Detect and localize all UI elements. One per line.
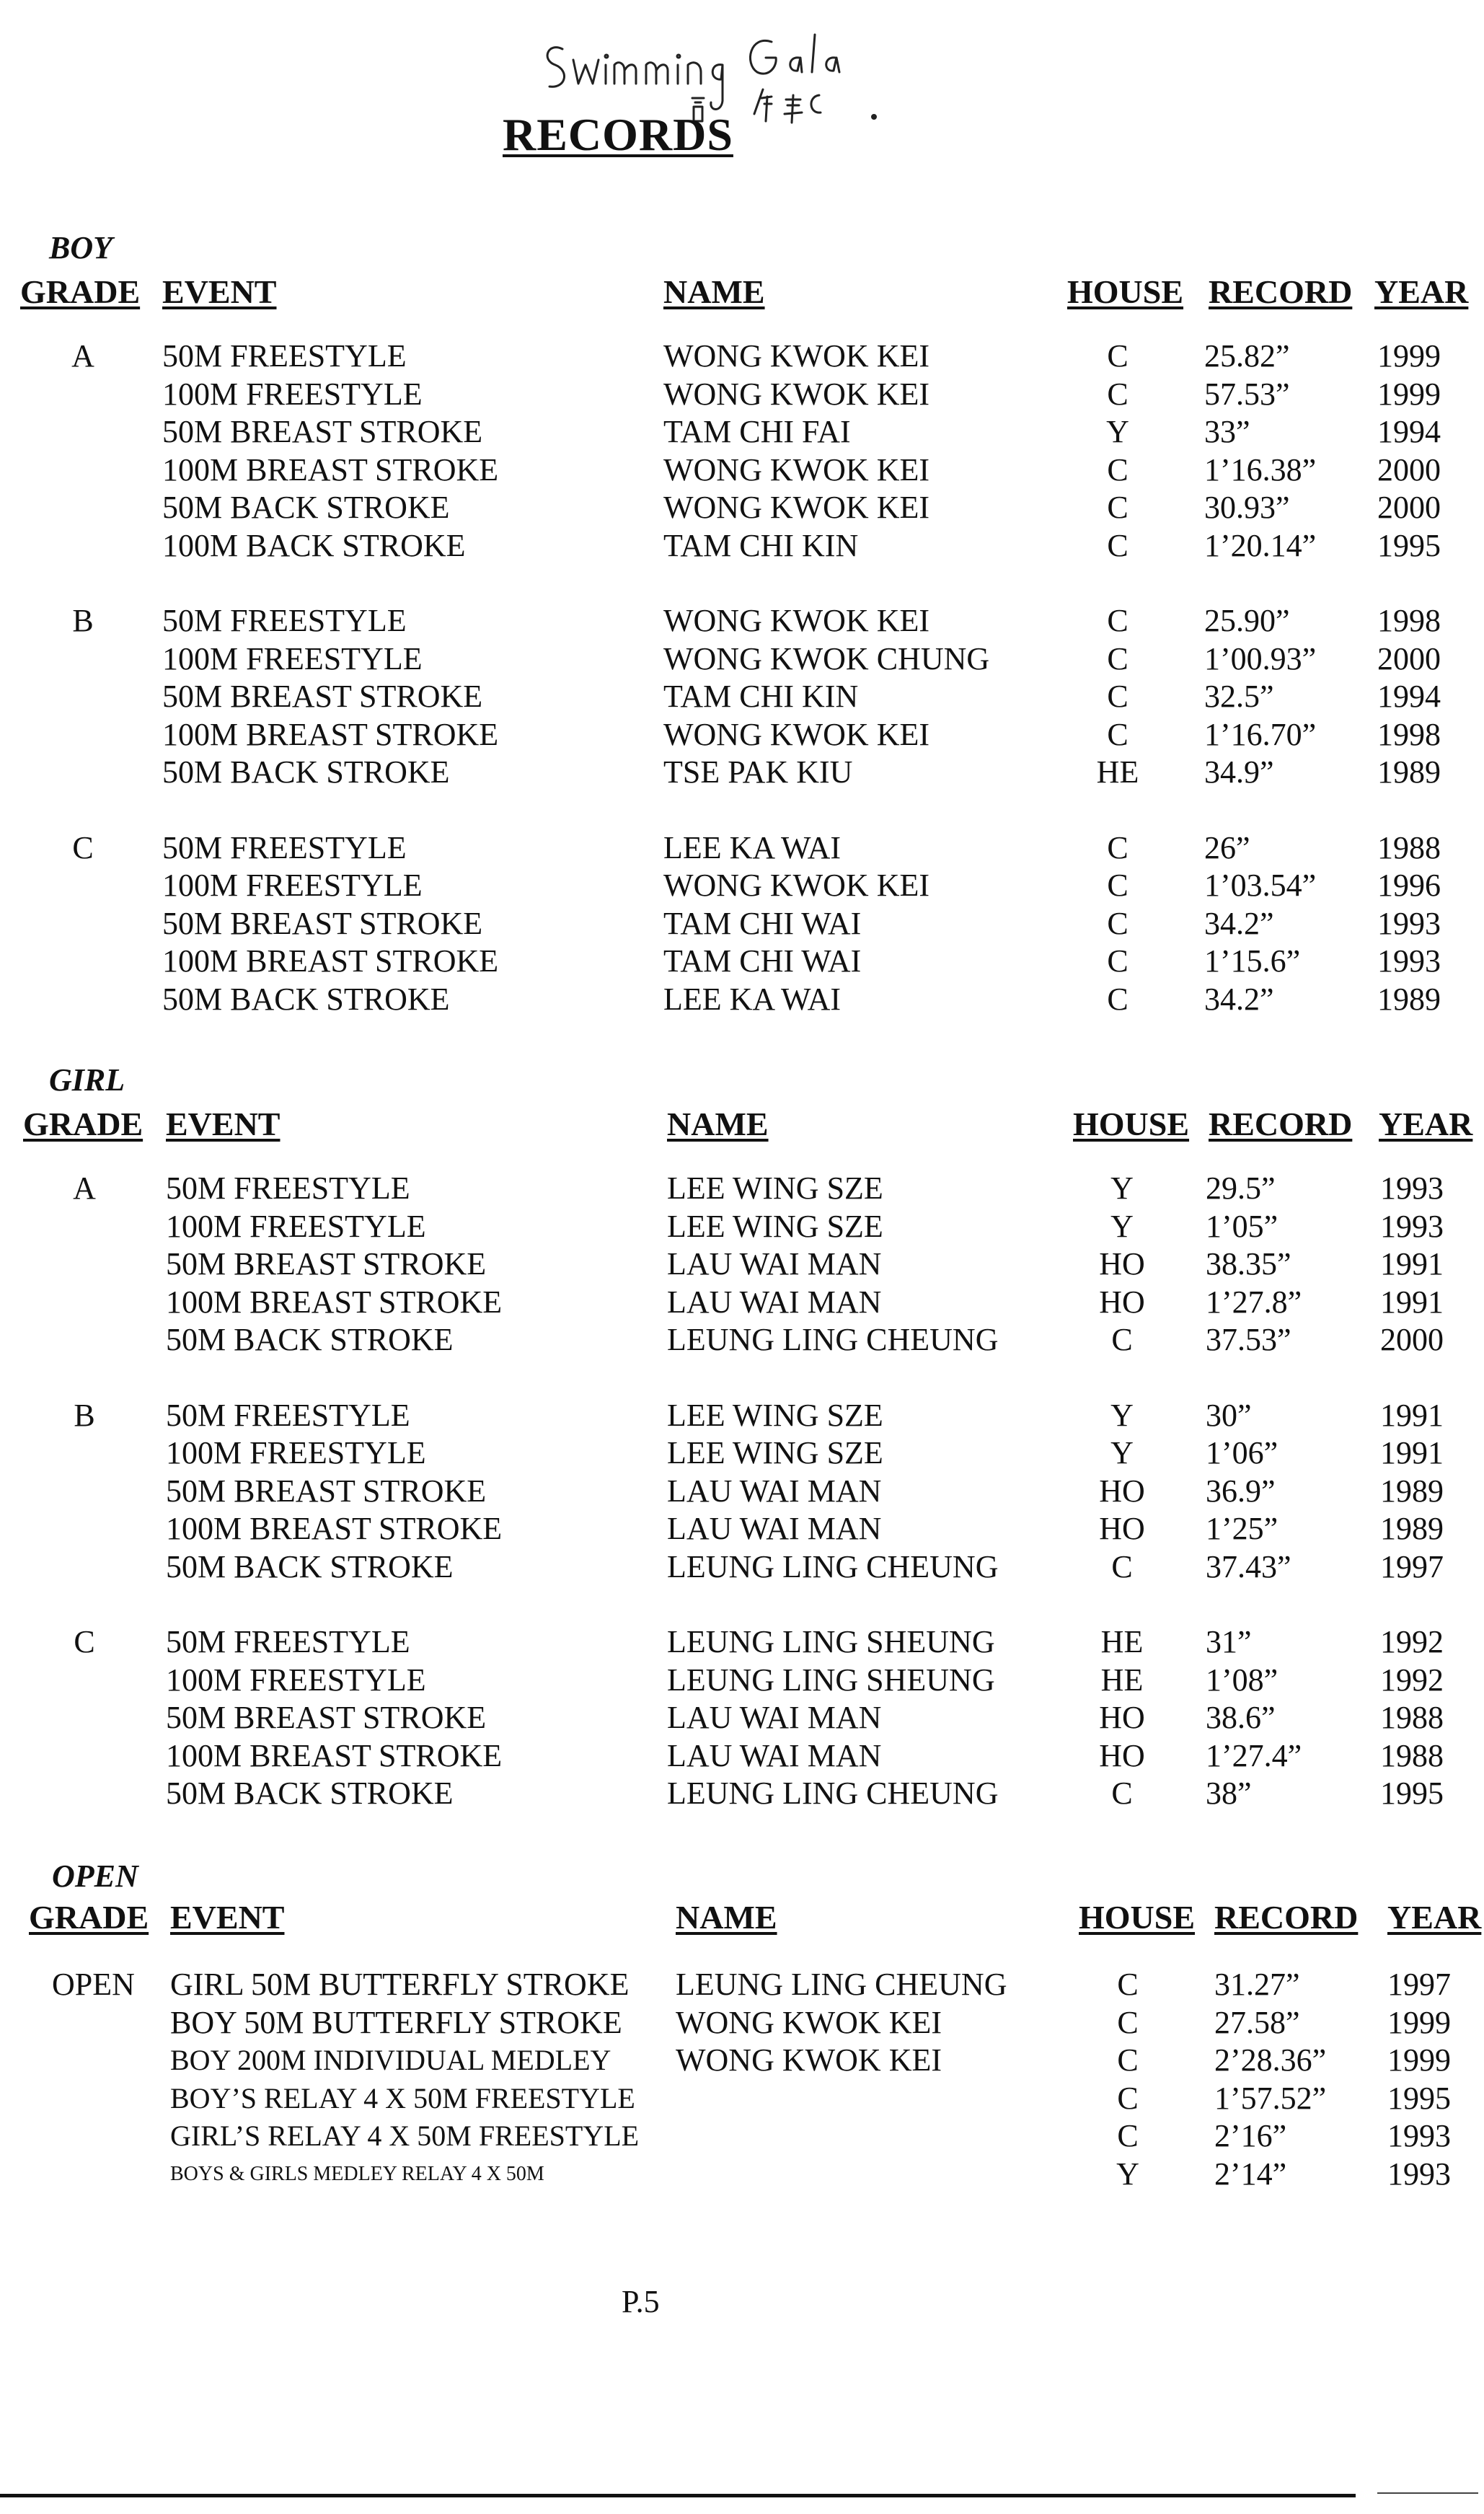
cell-house: C [1107, 451, 1129, 488]
cell-name: WONG KWOK CHUNG [663, 640, 990, 676]
cell-record: 1’16.70” [1204, 716, 1317, 752]
cell-name: LEUNG LING CHEUNG [667, 1548, 999, 1584]
cell-house: C [1107, 943, 1129, 979]
cell-house: C [1107, 338, 1129, 374]
column-header-house: HOUSE [1079, 1899, 1196, 1936]
cell-year: 1995 [1387, 2080, 1451, 2116]
cell-house: HE [1100, 1662, 1144, 1698]
cell-year: 1997 [1387, 1967, 1451, 2002]
cell-house: HO [1099, 1737, 1145, 1773]
column-header-grade: GRADE [29, 1899, 149, 1936]
cell-record: 31” [1206, 1624, 1252, 1659]
cell-record: 1’03.54” [1204, 868, 1317, 903]
table-row [0, 905, 1484, 943]
cell-year: 1993 [1377, 943, 1441, 979]
page-number: P.5 [622, 2284, 660, 2319]
column-header-house: HOUSE [1067, 273, 1184, 310]
cell-name: WONG KWOK KEI [663, 603, 930, 638]
table-row [0, 1284, 1484, 1322]
table-row [0, 602, 1484, 640]
cell-year: 1989 [1380, 1511, 1444, 1546]
column-header-event: EVENT [162, 273, 277, 310]
cell-name: LEUNG LING SHEUNG [667, 1662, 995, 1698]
cell-record: 27.58” [1214, 2004, 1300, 2040]
cell-name: LEE WING SZE [667, 1170, 883, 1206]
cell-record: 1’57.52” [1214, 2080, 1327, 2116]
cell-event: 100M FREESTYLE [162, 868, 423, 903]
cell-name: LEE KA WAI [663, 829, 842, 865]
cell-year: 1993 [1380, 1208, 1444, 1244]
cell-record: 1’05” [1206, 1208, 1278, 1244]
cell-grade: C [72, 829, 94, 865]
table-row [0, 1662, 1484, 1700]
cell-house: HO [1099, 1511, 1145, 1546]
cell-year: 2000 [1377, 451, 1441, 488]
table-row [0, 1623, 1484, 1662]
table-row [0, 451, 1484, 490]
cell-grade: A [73, 1170, 96, 1206]
cell-record: 1’08” [1206, 1662, 1278, 1698]
cell-record: 37.43” [1206, 1548, 1291, 1584]
table-row [0, 1208, 1484, 1246]
cell-event: 50M BACK STROKE [166, 1548, 454, 1584]
cell-house: Y [1110, 1208, 1134, 1244]
table-row [0, 640, 1484, 679]
column-header-year: YEAR [1387, 1899, 1482, 1936]
cell-event: 50M FREESTYLE [162, 338, 407, 374]
cell-year: 1996 [1377, 868, 1441, 903]
cell-event: 50M FREESTYLE [166, 1397, 410, 1433]
cell-name: LEE KA WAI [663, 981, 842, 1017]
cell-record: 30.93” [1204, 490, 1290, 525]
table-row [0, 1321, 1484, 1359]
cell-house: C [1111, 1776, 1133, 1811]
table-row [0, 1434, 1484, 1473]
cell-name: LEUNG LING CHEUNG [667, 1776, 999, 1811]
cell-name: TAM CHI FAI [663, 414, 851, 449]
cell-house: HO [1099, 1473, 1145, 1509]
table-row [0, 2042, 1484, 2080]
records-table [0, 1966, 1484, 2193]
table-row [0, 678, 1484, 716]
cell-name: WONG KWOK KEI [663, 868, 930, 903]
cell-name: WONG KWOK KEI [676, 2042, 942, 2078]
cell-year: 1999 [1387, 2004, 1451, 2040]
cell-record: 32.5” [1204, 679, 1274, 714]
page-title: RECORDS [503, 109, 733, 160]
cell-house: C [1107, 527, 1129, 563]
cell-house: HO [1099, 1246, 1145, 1282]
cell-house: C [1107, 905, 1129, 941]
cell-event: 100M FREESTYLE [166, 1208, 426, 1244]
cell-event: 100M BREAST STROKE [162, 716, 499, 752]
cell-record: 34.2” [1204, 981, 1274, 1017]
cell-house: C [1117, 2080, 1139, 2116]
cell-event: 100M FREESTYLE [166, 1662, 426, 1698]
table-row [0, 943, 1484, 981]
cell-house: C [1117, 2118, 1139, 2153]
cell-house: C [1107, 868, 1129, 903]
cell-event: 50M BREAST STROKE [166, 1473, 487, 1509]
cell-year: 1994 [1377, 414, 1441, 449]
table-row [0, 489, 1484, 527]
column-header-grade: GRADE [23, 1106, 143, 1142]
cell-year: 1992 [1380, 1662, 1444, 1698]
cell-year: 1989 [1380, 1473, 1444, 1509]
table-row [0, 2080, 1484, 2118]
cell-grade: A [71, 338, 94, 374]
table-row [0, 981, 1484, 1019]
table-row [0, 1473, 1484, 1511]
cell-record: 57.53” [1204, 376, 1290, 412]
cell-house: Y [1110, 1435, 1134, 1470]
table-row [0, 716, 1484, 754]
section-label: GIRL [49, 1062, 125, 1098]
cell-house: Y [1106, 414, 1129, 449]
cell-year: 1993 [1380, 1170, 1444, 1206]
cell-year: 1993 [1377, 905, 1441, 941]
cell-record: 1’27.4” [1206, 1737, 1302, 1773]
column-header-grade: GRADE [20, 273, 141, 310]
column-header-year: YEAR [1379, 1106, 1473, 1142]
cell-grade: OPEN [52, 1967, 135, 2002]
cell-record: 33” [1204, 414, 1250, 449]
cell-name: TSE PAK KIU [663, 754, 853, 790]
records-table [0, 338, 1484, 1018]
cell-house: C [1117, 2004, 1139, 2040]
table-row [0, 829, 1484, 868]
cell-name: LAU WAI MAN [667, 1473, 882, 1509]
table-row [0, 1775, 1484, 1813]
cell-name: WONG KWOK KEI [663, 376, 930, 412]
cell-event: 50M FREESTYLE [166, 1624, 410, 1659]
cell-record: 1’06” [1206, 1435, 1278, 1470]
cell-record: 1’16.38” [1204, 451, 1317, 488]
cell-house: C [1107, 679, 1129, 714]
cell-year: 1998 [1377, 716, 1441, 752]
cell-record: 38” [1206, 1776, 1252, 1811]
table-row [0, 2004, 1484, 2042]
cell-event: 100M FREESTYLE [162, 640, 423, 676]
cell-name: LAU WAI MAN [667, 1284, 882, 1320]
table-row [0, 527, 1484, 565]
cell-name: WONG KWOK KEI [663, 716, 930, 752]
column-header-name: NAME [667, 1106, 769, 1142]
table-row [0, 413, 1484, 451]
cell-year: 1991 [1380, 1284, 1444, 1320]
cell-name: LEE WING SZE [667, 1208, 883, 1244]
table-row [0, 338, 1484, 376]
cell-event: 100M FREESTYLE [162, 376, 423, 412]
table-row [0, 1510, 1484, 1548]
cell-house: Y [1116, 2156, 1139, 2192]
cell-record: 36.9” [1206, 1473, 1276, 1509]
column-header-event: EVENT [170, 1899, 285, 1936]
cell-record: 2’28.36” [1214, 2042, 1327, 2078]
cell-event: 50M BACK STROKE [162, 754, 450, 790]
cell-name: LAU WAI MAN [667, 1511, 882, 1546]
cell-year: 1998 [1377, 603, 1441, 638]
cell-year: 1989 [1377, 754, 1441, 790]
cell-house: HO [1099, 1284, 1145, 1320]
cell-year: 1999 [1387, 2042, 1451, 2078]
cell-record: 31.27” [1214, 1967, 1300, 2002]
column-header-year: YEAR [1374, 273, 1469, 310]
cell-record: 34.9” [1204, 754, 1274, 790]
cell-event: BOY 200M INDIVIDUAL MEDLEY [170, 2044, 611, 2076]
column-header-event: EVENT [166, 1106, 281, 1142]
cell-record: 29.5” [1206, 1170, 1276, 1206]
cell-record: 38.35” [1206, 1246, 1291, 1282]
cell-event: 50M BACK STROKE [162, 490, 450, 525]
cell-name: TAM CHI WAI [663, 905, 862, 941]
table-row [0, 754, 1484, 792]
cell-event: 50M BREAST STROKE [166, 1246, 487, 1282]
cell-grade: C [74, 1624, 95, 1659]
cell-record: 1’25” [1206, 1511, 1278, 1546]
cell-name: LEUNG LING CHEUNG [676, 1967, 1007, 2002]
cell-house: C [1107, 603, 1129, 638]
cell-name: WONG KWOK KEI [663, 490, 930, 525]
cell-event: BOYS & GIRLS MEDLEY RELAY 4 X 50M [170, 2162, 544, 2185]
cell-house: Y [1110, 1170, 1134, 1206]
cell-house: HE [1100, 1624, 1144, 1659]
cell-grade: B [72, 603, 94, 638]
table-row [0, 376, 1484, 414]
cell-house: C [1117, 2042, 1139, 2078]
cell-event: 50M BREAST STROKE [166, 1700, 487, 1735]
cell-house: C [1107, 829, 1129, 865]
cell-record: 2’16” [1214, 2118, 1287, 2153]
cell-record: 38.6” [1206, 1700, 1276, 1735]
cell-house: C [1111, 1548, 1133, 1584]
cell-record: 37.53” [1206, 1322, 1291, 1357]
cell-house: C [1107, 490, 1129, 525]
cell-event: 100M BREAST STROKE [166, 1737, 503, 1773]
cell-name: LEE WING SZE [667, 1435, 883, 1470]
cell-year: 1994 [1377, 679, 1441, 714]
cell-record: 34.2” [1204, 905, 1274, 941]
cell-event: 100M BREAST STROKE [162, 451, 499, 488]
cell-year: 1992 [1380, 1624, 1444, 1659]
cell-name: TAM CHI WAI [663, 943, 862, 979]
section-label: BOY [49, 230, 112, 265]
cell-house: C [1107, 716, 1129, 752]
cell-name: LAU WAI MAN [667, 1737, 882, 1773]
cell-year: 1997 [1380, 1548, 1444, 1584]
cell-event: 100M BREAST STROKE [166, 1284, 503, 1320]
cell-year: 2000 [1377, 640, 1441, 676]
cell-name: TAM CHI KIN [663, 679, 859, 714]
cell-name: LEUNG LING CHEUNG [667, 1322, 999, 1357]
cell-event: 100M BREAST STROKE [166, 1511, 503, 1546]
table-row [0, 867, 1484, 905]
cell-year: 1988 [1380, 1700, 1444, 1735]
table-row [0, 2156, 1484, 2194]
cell-house: Y [1110, 1397, 1134, 1433]
column-header-house: HOUSE [1073, 1106, 1190, 1142]
cell-event: GIRL’S RELAY 4 X 50M FREESTYLE [170, 2120, 640, 2152]
cell-name: WONG KWOK KEI [663, 451, 930, 488]
cell-event: 100M BACK STROKE [162, 527, 466, 563]
cell-grade: B [74, 1397, 95, 1433]
cell-event: 50M FREESTYLE [162, 603, 407, 638]
cell-record: 1’15.6” [1204, 943, 1301, 979]
cell-event: 50M FREESTYLE [166, 1170, 410, 1206]
cell-record: 26” [1204, 829, 1250, 865]
table-row [0, 1699, 1484, 1737]
cell-record: 1’20.14” [1204, 527, 1317, 563]
cell-event: 50M FREESTYLE [162, 829, 407, 865]
bottom-rule-short [1377, 2492, 1478, 2494]
table-row [0, 2117, 1484, 2156]
cell-year: 1991 [1380, 1435, 1444, 1470]
cell-year: 1988 [1380, 1737, 1444, 1773]
cell-event: 100M BREAST STROKE [162, 943, 499, 979]
cell-event: 100M FREESTYLE [166, 1435, 426, 1470]
cell-record: 1’00.93” [1204, 640, 1317, 676]
cell-house: HE [1096, 754, 1139, 790]
cell-year: 1999 [1377, 376, 1441, 412]
table-row [0, 1245, 1484, 1284]
cell-year: 1991 [1380, 1397, 1444, 1433]
cell-name: LAU WAI MAN [667, 1246, 882, 1282]
cell-event: BOY 50M BUTTERFLY STROKE [170, 2004, 622, 2040]
cell-year: 2000 [1380, 1322, 1444, 1357]
table-row [0, 1737, 1484, 1776]
table-row [0, 1966, 1484, 2004]
cell-name: LEUNG LING SHEUNG [667, 1624, 995, 1659]
cell-event: 50M BREAST STROKE [162, 679, 483, 714]
cell-year: 1995 [1380, 1776, 1444, 1811]
cell-event: BOY’S RELAY 4 X 50M FREESTYLE [170, 2081, 635, 2114]
cell-event: 50M BACK STROKE [166, 1322, 454, 1357]
cell-year: 1991 [1380, 1246, 1444, 1282]
cell-record: 2’14” [1214, 2156, 1287, 2192]
cell-house: HO [1099, 1700, 1145, 1735]
cell-house: C [1111, 1322, 1133, 1357]
cell-event: 50M BACK STROKE [162, 981, 450, 1017]
cell-record: 25.82” [1204, 338, 1290, 374]
table-row [0, 1548, 1484, 1587]
cell-year: 1988 [1377, 829, 1441, 865]
column-header-record: RECORD [1214, 1899, 1359, 1936]
cell-year: 1999 [1377, 338, 1441, 374]
column-header-record: RECORD [1209, 273, 1353, 310]
cell-record: 30” [1206, 1397, 1252, 1433]
cell-house: C [1107, 640, 1129, 676]
cell-year: 2000 [1377, 490, 1441, 525]
cell-event: GIRL 50M BUTTERFLY STROKE [170, 1967, 630, 2002]
cell-event: 50M BACK STROKE [166, 1776, 454, 1811]
cell-house: C [1117, 1967, 1139, 2002]
cell-year: 1993 [1387, 2118, 1451, 2153]
table-row [0, 1397, 1484, 1435]
table-row [0, 1170, 1484, 1208]
cell-event: 50M BREAST STROKE [162, 414, 483, 449]
cell-name: LEE WING SZE [667, 1397, 883, 1433]
bottom-rule [0, 2494, 1356, 2497]
cell-record: 25.90” [1204, 603, 1290, 638]
cell-name: LAU WAI MAN [667, 1700, 882, 1735]
cell-name: TAM CHI KIN [663, 527, 859, 563]
cell-year: 1989 [1377, 981, 1441, 1017]
cell-year: 1993 [1387, 2156, 1451, 2192]
column-header-record: RECORD [1209, 1106, 1353, 1142]
cell-name: WONG KWOK KEI [663, 338, 930, 374]
section-label: OPEN [52, 1858, 138, 1894]
cell-year: 1995 [1377, 527, 1441, 563]
column-header-name: NAME [663, 273, 765, 310]
cell-house: C [1107, 981, 1129, 1017]
cell-name: WONG KWOK KEI [676, 2004, 942, 2040]
cell-house: C [1107, 376, 1129, 412]
cell-record: 1’27.8” [1206, 1284, 1302, 1320]
records-table [0, 1170, 1484, 1813]
cell-event: 50M BREAST STROKE [162, 905, 483, 941]
column-header-name: NAME [676, 1899, 777, 1936]
